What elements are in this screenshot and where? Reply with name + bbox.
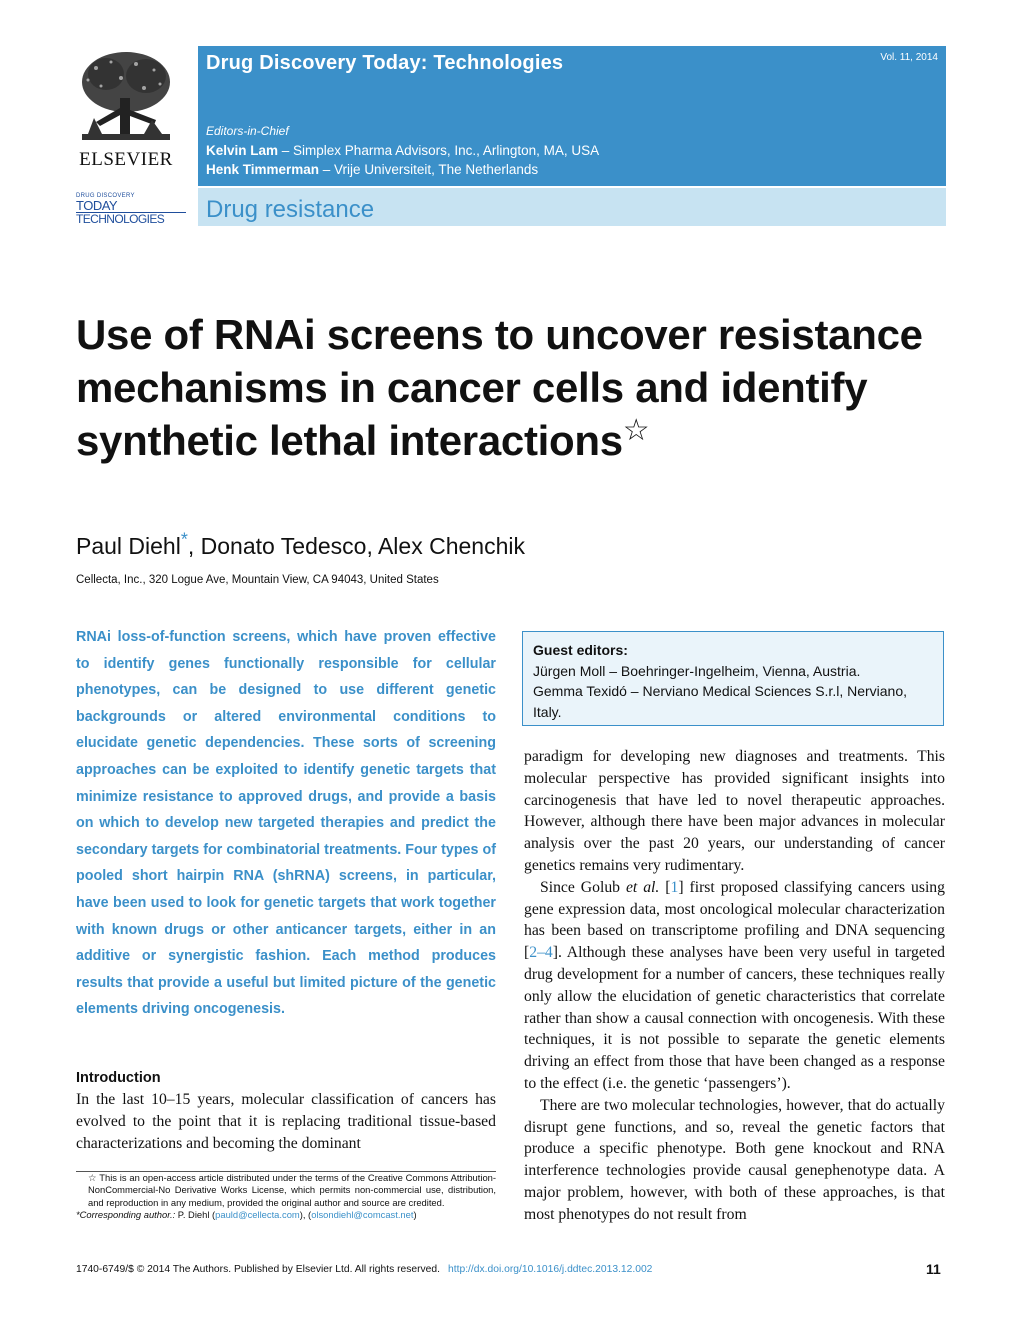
guest-editor-1: Jürgen Moll – Boehringer-Ingelheim, Vienna, Austria. (533, 662, 861, 679)
corresponding-footnote (76, 1209, 496, 1221)
p2-etal: et al. (625, 878, 660, 896)
section-bar (198, 188, 946, 226)
corresponding-author-mark[interactable]: * (180, 529, 188, 550)
email-link-1[interactable]: pauld@cellecta.com (215, 1208, 300, 1220)
page-footer (76, 1264, 946, 1275)
doi-link[interactable]: http://dx.doi.org/10.1016/j.ddtec.2013.12.002 (448, 1264, 653, 1275)
guest-editors-heading: Guest editors: (533, 642, 628, 658)
editor-1 (206, 143, 599, 158)
title-footnote-star[interactable]: ☆ (622, 414, 650, 447)
email-link-2[interactable]: olsondiehl@comcast.net (311, 1208, 414, 1220)
author-1: Paul Diehl (76, 533, 181, 559)
license-star: ☆ (88, 1172, 97, 1183)
publisher-name: ELSEVIER (79, 149, 173, 170)
elsevier-tree-icon (76, 48, 176, 148)
body-right-column (524, 746, 945, 1226)
editor-2 (206, 162, 538, 177)
journal-banner (198, 46, 946, 186)
other-authors: , Donato Tedesco, Alex Chenchik (187, 533, 525, 559)
page-number: 11 (926, 1261, 941, 1277)
journal-title: Drug Discovery Today: Technologies (206, 52, 564, 74)
journal-volume: Vol. 11, 2014 (880, 52, 938, 63)
intro-text: In the last 10–15 years, molecular classification of cancers has evolved to the point that it is replacing traditional tissue-based characterizations and becoming the dominant (76, 1091, 496, 1152)
issn-copyright: 1740-6749/$ © 2014 The Authors. Published by Elsevier Ltd. All rights reserved. (76, 1264, 441, 1275)
article-title-text: Use of RNAi screens to uncover resistance mechanisms in cancer cells and identify synthetic lethal interactions (76, 311, 923, 464)
p2-text-a: Since Golub (540, 878, 626, 896)
journal-logo (76, 193, 186, 229)
p2-text-b: ] first proposed classifying cancers using gene expression data, most oncological molecular characterization has been based on transcriptome profiling and DNA sequencing [ (524, 878, 945, 962)
author-list (76, 529, 525, 560)
paragraph-3: There are two molecular technologies, however, that do actually disrupt gene functions, and so, reveal the genetic factors that produce a specific phenotype. Both gene knockout and RNA interference technologies provide causal genephenotype data. A major problem, however, with both of these approaches, is that most phenotypes do not result from (524, 1096, 945, 1223)
ref-link-1[interactable]: 1 (670, 878, 679, 896)
intro-heading: Introduction (76, 1070, 161, 1086)
affiliation: Cellecta, Inc., 320 Logue Ave, Mountain View, CA 94043, United States (76, 574, 439, 586)
paragraph-2 (524, 877, 945, 1095)
guest-editors-box (522, 631, 944, 726)
journal-logo-line2: TODAY (76, 198, 118, 213)
corr-end: ) (413, 1208, 417, 1220)
corr-label: *Corresponding author.: (76, 1208, 176, 1220)
license-footnote (76, 1172, 496, 1209)
footnotes (76, 1172, 496, 1221)
editor-1-name: Kelvin Lam (206, 143, 279, 158)
article-title (76, 308, 956, 467)
paragraph-1: paradigm for developing new diagnoses and treatments. This molecular perspective has provided significant insights into carcinogenesis that have led to novel therapeutic approaches. However, although there have been major advances in molecular analysis over the past 20 years, our understanding of cancer genetics remains very rudimentary. (524, 748, 945, 874)
corr-name: P. Diehl ( (175, 1208, 216, 1220)
guest-editor-2: Gemma Texidó – Nerviano Medical Sciences S.r.l, Nerviano, Italy. (533, 683, 908, 720)
ref-link-2-4[interactable]: 2–4 (529, 944, 553, 962)
journal-logo-line1: DRUG DISCOVERY (76, 193, 135, 199)
p2-bracket: [ (659, 878, 671, 896)
journal-logo-line3: TECHNOLOGIES (76, 212, 186, 225)
editor-1-affil: – Simplex Pharma Advisors, Inc., Arlington, MA, USA (278, 143, 600, 158)
corr-mid: ), ( (299, 1208, 312, 1220)
editor-2-affil: – Vrije Universiteit, The Netherlands (319, 162, 539, 177)
section-name: Drug resistance (206, 196, 375, 223)
abstract: RNAi loss-of-function screens, which have proven effective to identify genes functionally responsible for cellular phenotypes, can be designed to use different genetic backgrounds or altered environmental conditions to elucidate genetic dependencies. These sorts of screening approaches can be exploited to identify genetic targets that minimize resistance to approved drugs, and provide a basis on which to develop new targeted therapies and predict the secondary targets for combinatorial treatments. Four types of pooled short hairpin RNA (shRNA) screens, in particular, have been used to look for genetic targets that work together with known drugs or other anticancer targets, either in an additive or synergistic fashion. Each method produces results that provide a useful but limited picture of the genetic elements driving oncogenesis. (76, 629, 496, 1018)
license-text: This is an open-access article distributed under the terms of the Creative Commons Attribution-NonCommercial-No Derivative Works License, which permits non-commercial use, distribution, and reproduction in any medium, provided the original author and source are credited. (88, 1172, 496, 1208)
p2-text-c: ]. Although these analyses have been very useful in targeted drug development for a number of cancers, these techniques really only allow the elucidation of genetic characteristics that correlate rather than show a causal connection with oncogenesis. With these techniques, it is not possible to separate the genetic elements driving an effect from those that have been changed as a response to the effect (i.e. the genetic ‘passengers’). (524, 944, 945, 1092)
editor-2-name: Henk Timmerman (206, 162, 320, 177)
elsevier-logo (70, 46, 182, 181)
editors-label: Editors-in-Chief (206, 124, 289, 138)
